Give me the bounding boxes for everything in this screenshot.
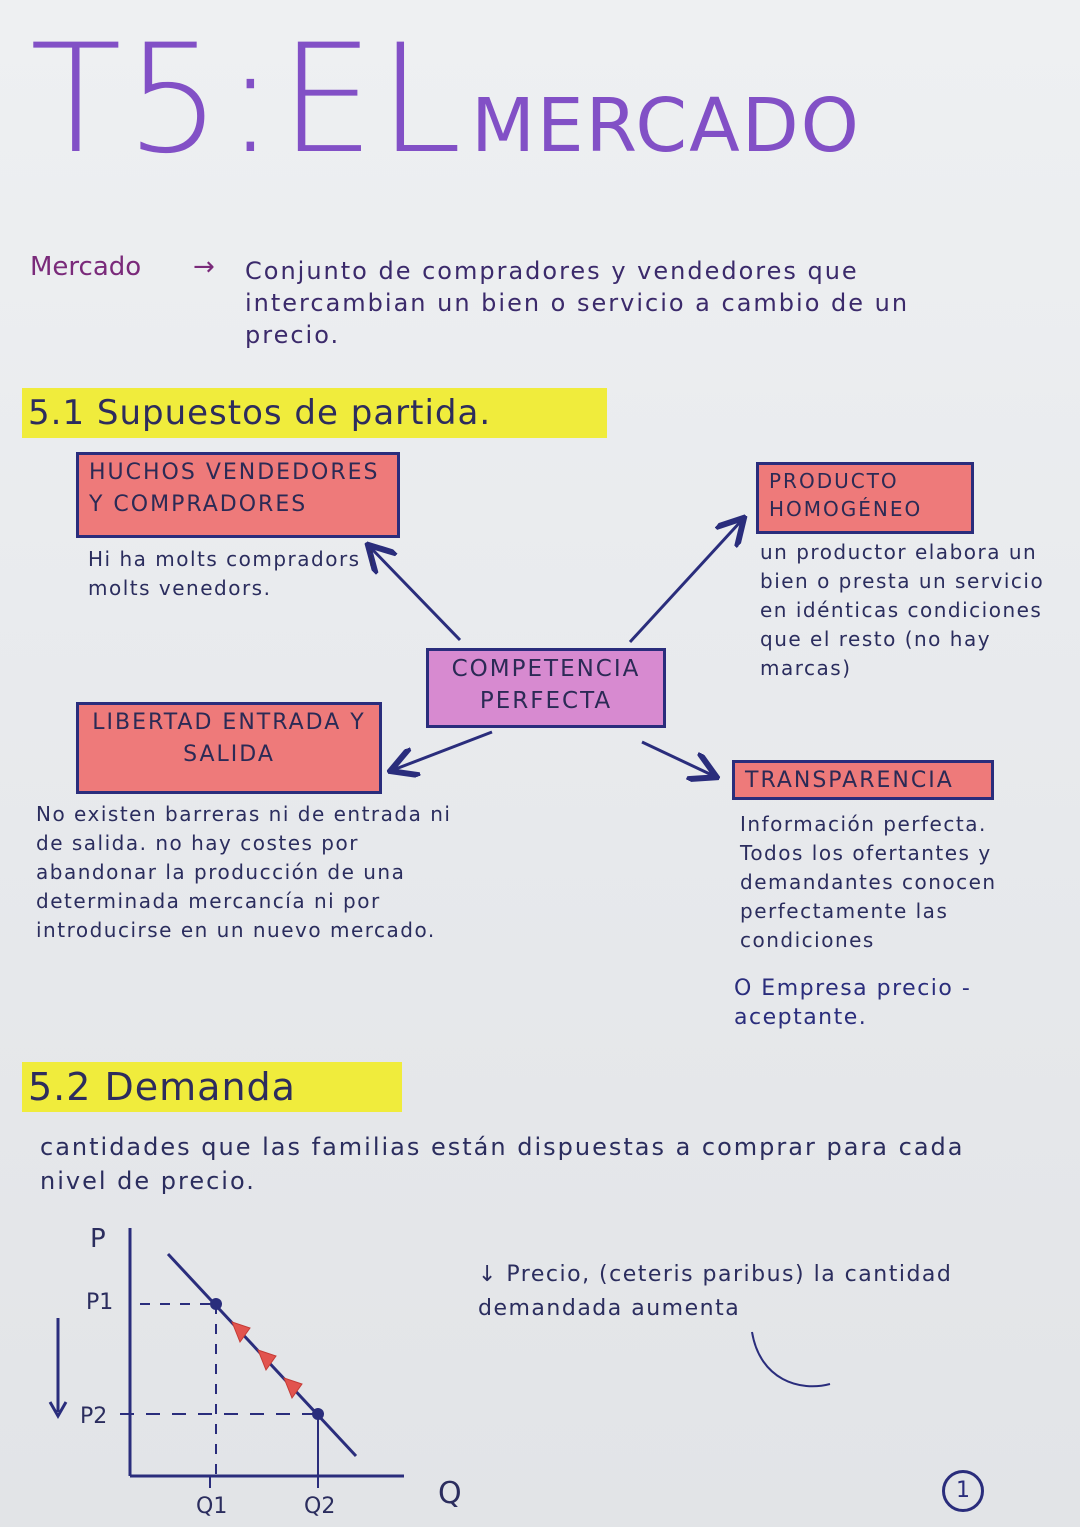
tick-label-p1: P1 [86, 1290, 114, 1315]
box-libertad: LIBERTAD ENTRADA Y SALIDA [76, 702, 382, 794]
axis-label-q: Q [438, 1476, 462, 1511]
tick-label-q2: Q2 [304, 1494, 336, 1519]
title-accent: EL [279, 13, 466, 187]
axis-label-p: P [90, 1224, 106, 1254]
note-curved-arrow [752, 1332, 830, 1386]
note-libertad: No existen barreras ni de entrada ni de salida. no hay costes por abandonar la producción de una determinada mercancía ni por introducirse en un nuevo mercado. [36, 802, 452, 942]
definition-term: Mercado [30, 252, 142, 282]
point-p2-q2 [312, 1408, 324, 1420]
note-muchos-vendedores: Hi ha molts compradors i molts venedors. [88, 547, 376, 600]
title-main: T5: [30, 13, 280, 187]
note-transparencia: Información perfecta. Todos los ofertantes y demandantes conocen perfectamente las condiciones [740, 812, 997, 952]
box-transparencia: TRANSPARENCIA [732, 760, 994, 800]
title-rest: MERCADO [471, 83, 861, 169]
page-number: 1 [942, 1470, 984, 1512]
center-box-competencia: COMPETENCIA PERFECTA [426, 648, 666, 728]
definition-arrow: → [193, 252, 215, 282]
note-producto-homogeneo: un productor elabora un bien o presta un servicio en idénticas condiciones que el resto (no hay marcas) [760, 540, 1045, 680]
box-producto-homogeneo: PRODUCTO HOMOGÉNEO [756, 462, 974, 534]
demand-definition: cantidades que las familias están dispuestas a comprar para cada nivel de precio. [40, 1133, 965, 1195]
definition-text: Conjunto de compradores y vendedores que intercambian un bien o servicio a cambio de un precio. [245, 257, 910, 349]
tick-label-q1: Q1 [196, 1494, 228, 1519]
point-p1-q1 [210, 1298, 222, 1310]
tick-label-p2: P2 [80, 1404, 108, 1429]
note-precio-aceptante: O Empresa precio - aceptante. [734, 976, 972, 1030]
section-heading-5-1: 5.1 Supuestos de partida. [22, 388, 607, 438]
section-heading-5-2: 5.2 Demanda [22, 1062, 402, 1112]
demand-note: ↓ Precio, (ceteris paribus) la cantidad demandada aumenta [478, 1262, 953, 1321]
box-muchos-vendedores: HUCHOS VENDEDORES Y COMPRADORES [76, 452, 400, 538]
